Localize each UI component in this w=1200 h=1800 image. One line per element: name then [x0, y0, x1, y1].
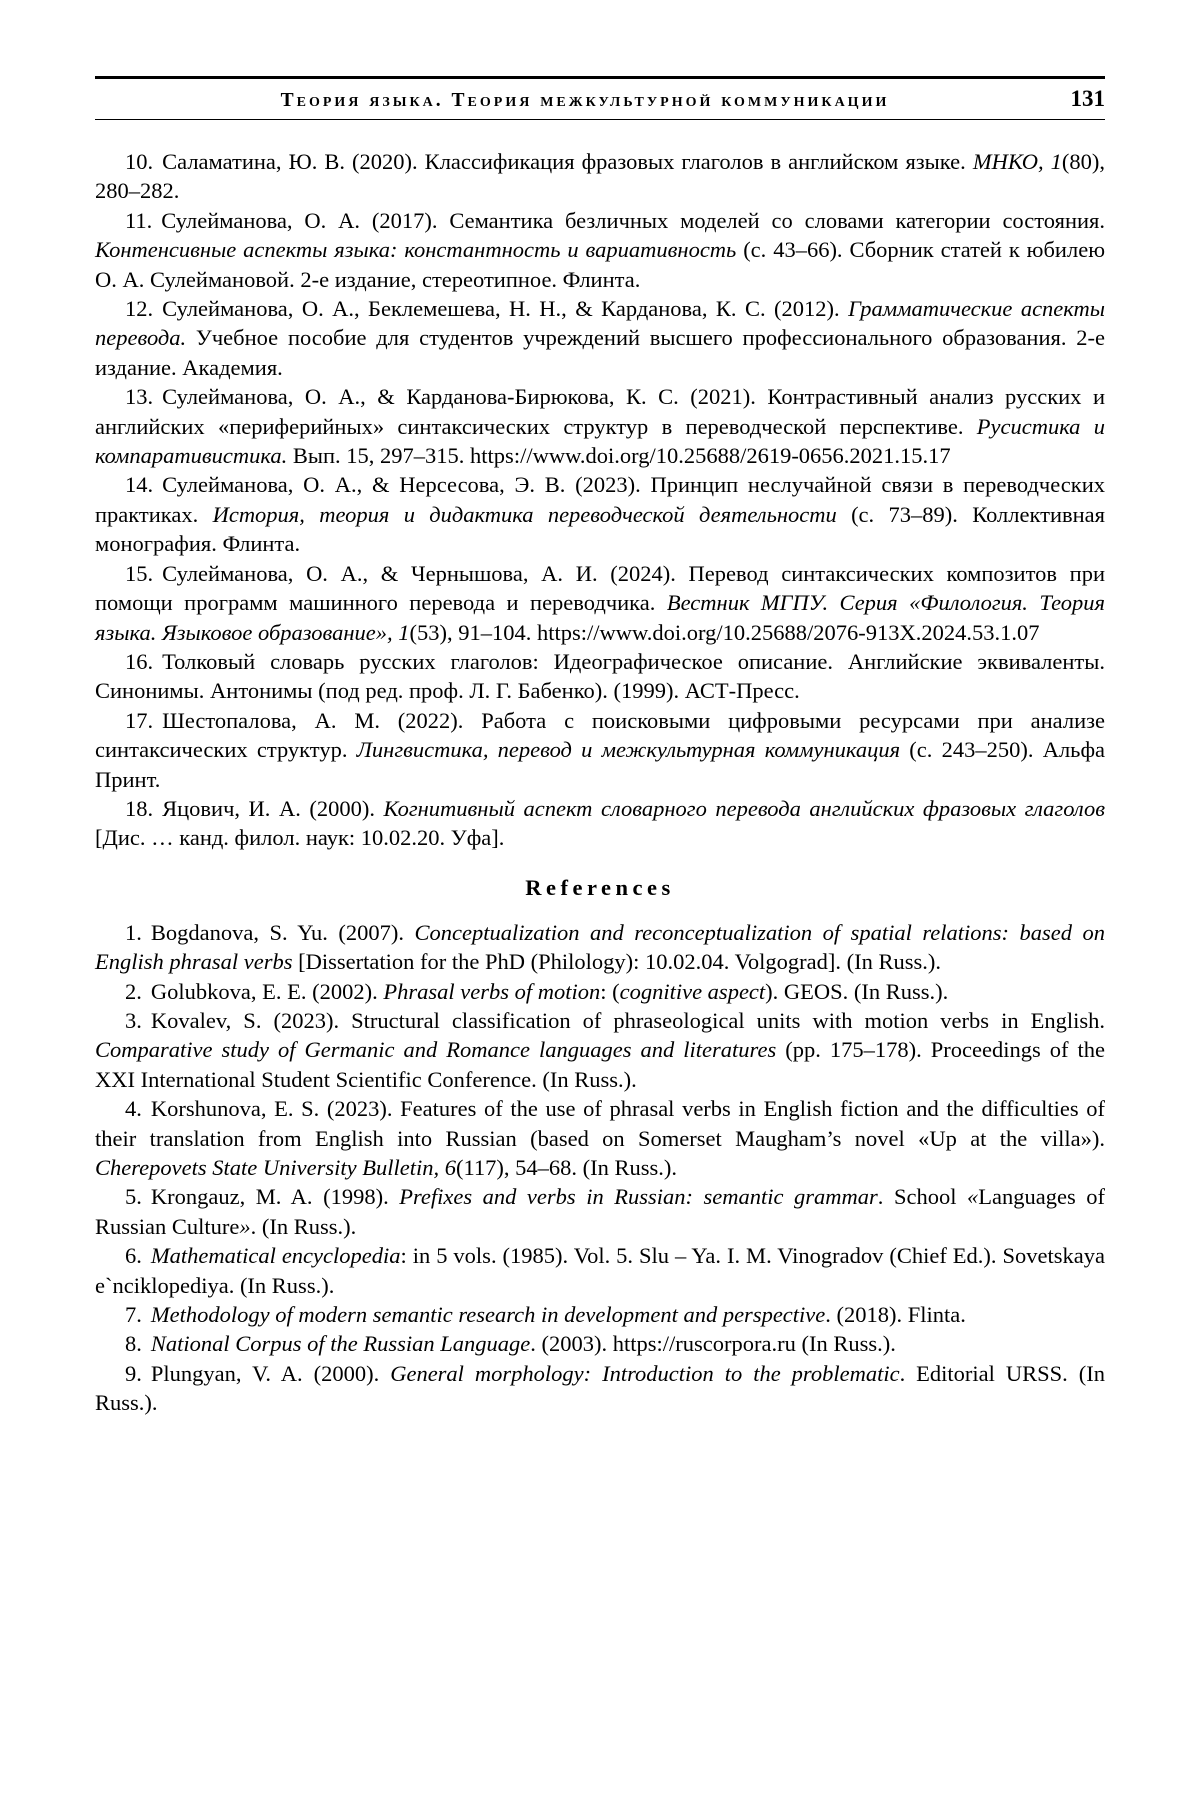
reference-number: 16.: [125, 648, 154, 674]
reference-italic-text: Mathematical encyclopedia: [150, 1243, 401, 1269]
reference-text: (с. 43–66). Сборник статей к юбилею О. А. Сулеймановой. 2-е издание, стереотипное. Флинта.: [95, 237, 1106, 292]
reference-item: [95, 559, 1105, 647]
reference-text: Толковый словарь русских глаголов: Идеографическое описание. Английские эквиваленты. Синонимы. Антонимы (под ред. проф. Л. Г. Бабенко). (1999). АСТ-Пресс.: [95, 648, 1105, 704]
reference-item: [95, 294, 1105, 382]
reference-item: [95, 794, 1105, 853]
reference-text: Bogdanova, S. Yu. (2007).: [150, 919, 415, 945]
reference-italic-text: Cherepovets State University Bulletin, 6: [95, 1155, 456, 1180]
reference-item: [95, 1094, 1105, 1182]
reference-text: Яцович, И. А. (2000).: [162, 795, 384, 821]
reference-text: Korshunova, E. S. (2023). Features of the use of phrasal verbs in English fiction and the difficulties of their translation from English into Russian (based on Somerset Maugham’s novel «Up at the villa»).: [95, 1096, 1105, 1151]
reference-number: 4.: [125, 1096, 142, 1122]
reference-number: 1.: [125, 919, 142, 945]
reference-text: . Editorial URSS. (In Russ.).: [95, 1360, 1105, 1416]
reference-italic-text: Контенсивные аспекты языка: константность и вариативность: [95, 237, 737, 263]
reference-text: (117), 54–68. (In Russ.).: [455, 1155, 677, 1180]
reference-item: [95, 918, 1105, 977]
reference-italic-text: Лингвистика, перевод и межкультурная коммуникация: [356, 737, 901, 763]
reference-italic-text: МНКО, 1: [972, 149, 1062, 174]
reference-number: 3.: [125, 1007, 142, 1033]
reference-number: 9.: [125, 1360, 142, 1386]
page-body: [95, 120, 1105, 1418]
reference-number: 15.: [125, 560, 154, 586]
reference-item: [95, 1006, 1105, 1094]
reference-text: : (: [600, 978, 620, 1004]
reference-text: . (2003). https://ruscorpora.ru (In Russ.).: [530, 1331, 896, 1357]
reference-text: Вып. 15, 297–315. https://www.doi.org/10.25688/2619-0656.2021.15.17: [287, 443, 951, 469]
reference-text: Саламатина, Ю. В. (2020). Классификация фразовых глаголов в английском языке.: [162, 149, 973, 174]
reference-text: Golubkova, E. E. (2002).: [150, 978, 384, 1004]
reference-italic-text: «: [967, 1184, 979, 1210]
reference-number: 7.: [125, 1302, 142, 1328]
reference-item: [95, 147, 1105, 206]
reference-italic-text: Русистика и компаративистика.: [95, 413, 1105, 469]
reference-number: 8.: [125, 1331, 142, 1357]
reference-italic-text: Вестник МГПУ. Серия «Филология. Теория языка. Языковое образование», 1: [95, 590, 1105, 645]
reference-item: [95, 1359, 1105, 1418]
reference-italic-text: Prefixes and verbs in Russian: semantic grammar: [399, 1184, 878, 1210]
reference-text: : in 5 vols. (1985). Vol. 5. Slu – Ya. I. M. Vinogradov (Chief Ed.). Sovetskaya e`nciklopediya. (In Russ.).: [95, 1243, 1105, 1298]
russian-references-list: [95, 147, 1105, 853]
reference-item: [95, 470, 1105, 558]
reference-item: [95, 1182, 1105, 1241]
reference-text: (53), 91–104. https://www.doi.org/10.25688/2076-913X.2024.53.1.07: [409, 619, 1040, 645]
reference-italic-text: General morphology: Introduction to the problematic: [390, 1360, 900, 1386]
reference-item: [95, 1329, 1105, 1358]
reference-item: [95, 647, 1105, 706]
reference-text: Сулейманова, О. А., & Нерсесова, Э. В. (2023). Принцип неслучайной связи в переводческих практиках.: [95, 472, 1105, 527]
reference-text: Сулейманова, О. А. (2017). Семантика безличных моделей со словами категории состояния.: [161, 207, 1105, 233]
reference-text: . (In Russ.).: [250, 1213, 357, 1239]
reference-text: Kovalev, S. (2023). Structural classification of phraseological units with motion verbs in English.: [150, 1007, 1105, 1033]
reference-text: (с. 73–89). Коллективная монография. Флинта.: [95, 501, 1105, 557]
reference-number: 13.: [125, 384, 154, 410]
references-heading: References: [525, 874, 675, 900]
reference-text: (с. 243–250). Альфа Принт.: [95, 737, 1106, 792]
running-head-title: Теория языка. Теория межкультурной коммуникации: [280, 90, 890, 111]
reference-text: . School: [877, 1184, 967, 1210]
reference-number: 2.: [125, 978, 142, 1004]
reference-item: [95, 706, 1105, 794]
reference-text: Сулейманова, О. А., Беклемешева, Н. Н., & Карданова, К. С. (2012).: [162, 296, 849, 322]
reference-number: 18.: [125, 795, 154, 821]
reference-number: 6.: [125, 1243, 142, 1269]
reference-italic-text: cognitive aspect: [619, 978, 766, 1004]
reference-text: Сулейманова, О. А., & Карданова-Бирюкова, К. С. (2021). Контрастивный анализ русских и английских «периферийных» синтаксических структур в переводческой перспективе.: [95, 384, 1105, 439]
reference-italic-text: National Corpus of the Russian Language: [150, 1331, 531, 1357]
reference-italic-text: Когнитивный аспект словарного перевода английских фразовых глаголов: [383, 795, 1105, 821]
reference-italic-text: Conceptualization and reconceptualization of spatial relations: based on English phrasal verbs: [95, 919, 1105, 975]
page-header: [95, 76, 1105, 120]
reference-text: [Dissertation for the PhD (Philology): 10.02.04. Volgograd]. (In Russ.).: [292, 949, 942, 975]
reference-italic-text: Phrasal verbs of motion: [383, 978, 601, 1004]
reference-text: ). GEOS. (In Russ.).: [765, 978, 949, 1004]
reference-item: [95, 382, 1105, 470]
reference-text: . (2018). Flinta.: [825, 1302, 966, 1328]
reference-number: 10.: [125, 149, 154, 174]
reference-number: 12.: [125, 296, 154, 322]
reference-item: [95, 977, 1105, 1006]
reference-text: Krongauz, M. A. (1998).: [150, 1184, 400, 1210]
reference-item: [95, 206, 1105, 294]
page-number: 131: [1070, 86, 1105, 111]
reference-text: Plungyan, V. A. (2000).: [150, 1360, 391, 1386]
reference-text: Languages of Russian Culture: [95, 1184, 1105, 1239]
reference-number: 14.: [125, 472, 154, 498]
reference-item: [95, 1300, 1105, 1329]
reference-text: Шестопалова, А. М. (2022). Работа с поисковыми цифровыми ресурсами при анализе синтаксических структур.: [95, 707, 1105, 763]
reference-item: [95, 1241, 1105, 1300]
reference-italic-text: Грамматические аспекты перевода.: [95, 296, 1106, 351]
reference-italic-text: История, теория и дидактика переводческой деятельности: [212, 501, 837, 527]
reference-number: 5.: [125, 1184, 142, 1210]
reference-text: Сулейманова, О. А., & Чернышова, А. И. (2024). Перевод синтаксических композитов при помощи программ машинного перевода и переводчика.: [95, 560, 1105, 616]
reference-text: (pp. 175–178). Proceedings of the XXI International Student Scientific Conference. (In Russ.).: [95, 1037, 1105, 1092]
reference-text: [Дис. … канд. филол. наук: 10.02.20. Уфа].: [95, 825, 505, 851]
reference-number: 11.: [125, 207, 153, 233]
reference-number: 17.: [125, 707, 154, 733]
running-head-row: [95, 79, 1105, 119]
reference-text: (80), 280–282.: [95, 149, 1105, 204]
reference-text: Учебное пособие для студентов учреждений высшего профессионального образования. 2-е издание. Академия.: [95, 325, 1105, 380]
english-references-list: [95, 918, 1105, 1418]
reference-italic-text: Methodology of modern semantic research in development and perspective: [150, 1302, 826, 1328]
reference-italic-text: Comparative study of Germanic and Romance languages and literatures: [95, 1037, 777, 1063]
reference-italic-text: »: [239, 1213, 251, 1239]
